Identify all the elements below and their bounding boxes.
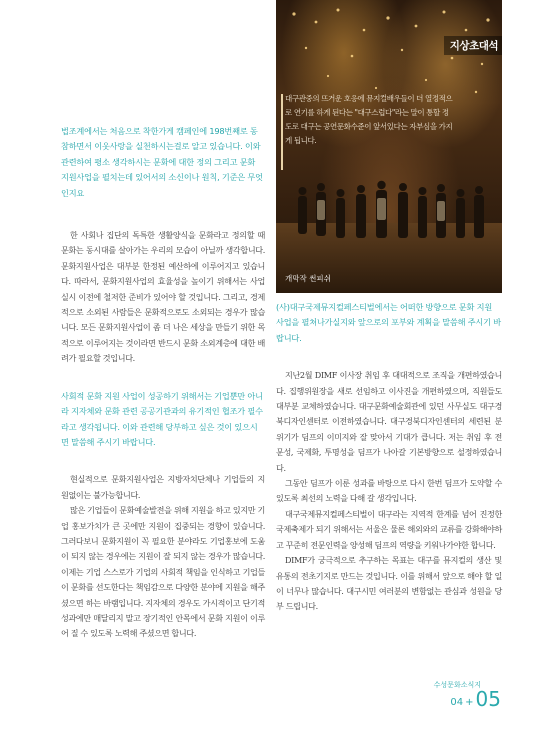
answer-text: 대구국제뮤지컬페스티벌이 대구라는 지역적 한계를 넘어 진정한 국제축제가 되기 위해서는 서울은 물론 해외와의 교류를 강화해야하고 꾸준히 전문인력을 양성해 딤프의 역량을 키워나가야한 합니다. <box>276 508 502 550</box>
interview-question-2: 사회적 문화 지원 사업이 성공하기 위해서는 기업뿐만 아니라 지자체와 문화 관련 공공기관과의 유기적인 협조가 필수라고 생각됩니다. 이와 관련해 당부하고 싶은 것이 있으시면 말씀해 주시기 바랍니다. <box>61 390 263 447</box>
left-column <box>61 124 265 642</box>
magazine-name: 수성문화소식지 <box>433 681 481 689</box>
right-column <box>276 300 502 615</box>
page-number-left: 04 <box>450 697 464 708</box>
answer-text: 그동안 딤프가 이룬 성과를 바탕으로 다시 한번 딤프가 도약할 수 있도록 최선의 노력을 다해 갈 생각입니다. <box>276 478 502 504</box>
answer-paragraph <box>276 368 502 615</box>
answer-text: 많은 기업들이 문화예술발전을 위해 지원을 하고 있지만 기업 홍보가치가 큰 곳에만 지원이 집중되는 경향이 있습니다. 그러다보니 문화지원이 꼭 필요한 분야라도 기업홍보에 도움이 되지 않는 경우에는 지원이 잘 되지 않는 경우가 많습니다. 이제는 기업 스스로가 기업의 사회적 책임을 인식하고 기업들이 문화를 선도한다는 책임감으로 다양한 분야에 지원을 해주셨으면 하는 바램입니다. 지자체의 경우도 가시적이고 단기적 성과에만 매달리지 말고 장기적인 안목에서 문화 지원이 이루어 질 수 있도록 노력해 주셨으면 합니다. <box>61 505 265 639</box>
page-footer <box>433 681 501 711</box>
answer-text: 현실적으로 문화지원사업은 지방자치단체나 기업들의 지원없이는 불가능합니다. <box>61 474 265 500</box>
page-separator: + <box>465 697 474 708</box>
answer-paragraph <box>61 472 265 641</box>
answer-text: DIMF가 궁극적으로 추구하는 목표는 대구를 뮤지컬의 생산 및 유통의 전초기지로 만드는 것입니다. 이를 위해서 앞으로 해야 할 일이 너무나 많습니다. 대구시민 여러분의 변함없는 관심과 성원을 당부 드립니다. <box>276 555 502 612</box>
answer-text: 한 사회나 집단의 독특한 생활양식을 문화라고 정의할 때 문화는 동시대를 살아가는 우리의 모습이 아닐까 생각합니다. 문화지원사업은 대부분 한정된 예산하에 이루어지고 있습니다. 따라서, 문화지원사업의 효율성을 높이기 위해서는 사업실시 이전에 철저한 준비가 있어야 할 것입니다. 그리고, 경제적으로 소외된 사람들은 문화적으로도 소외되는 경우가 많습니다. 모든 문화지원사업이 좀 더 나은 세상을 만들기 위한 목적으로 이루어지는 것이라면 반드시 문화 소외계층에 대한 배려가 필요할 것입니다. <box>61 230 265 364</box>
stage-photo <box>276 0 502 293</box>
photo-caption-text: 대구관중의 뜨거운 호응에 뮤지컬배우들이 더 열정적으로 연기를 하게 된다는 "대구스럽다"라는 말이 통할 정도로 대구는 공연문화수준이 앞서있다는 자부심을 가지게 됩니다. <box>285 94 453 145</box>
section-tag: 지상초대석 <box>444 36 502 55</box>
interview-question-3: (사)대구국제뮤지컬페스티벌에서는 어떠한 방향으로 문화 지원 사업을 펼쳐나가실지와 앞으로의 포부와 계획을 말씀해 주시기 바랍니다. <box>276 302 501 343</box>
answer-text: 지난2월 DIMF 이사장 취임 후 대대적으로 조직을 개편하였습니다. 집행위원장을 새로 선임하고 이사진을 개편하였으며, 직원들도 대부분 교체하였습니다. 대구문화예술회관에 있던 사무실도 대구경북디자인센터로 이전하였습니다. 대구경북디자인센터의 세련된 분위기가 딤프의 이미지와 잘 맞아서 기대가 큽니다. 저는 취임 후 전문성, 국제화, 투명성을 딤프가 나아갈 기본방향으로 설정하였습니다. <box>276 370 502 473</box>
photo-credit: 개막작 썬피쉬 <box>285 274 331 283</box>
caption-rule <box>281 94 283 170</box>
answer-paragraph <box>61 228 265 367</box>
photo-caption <box>285 92 455 148</box>
page-number-right: 05 <box>475 687 501 711</box>
interview-question-1: 법조계에서는 처음으로 착한가게 캠페인에 198번째로 동참하면서 이웃사랑을 실천하시는걸로 알고 있습니다. 이와 관련하여 평소 생각하시는 문화에 대한 정의 그리고 문화 지원사업을 펼치는데 있어서의 소신이나 원칙, 기준은 무엇인지요 <box>61 126 263 198</box>
